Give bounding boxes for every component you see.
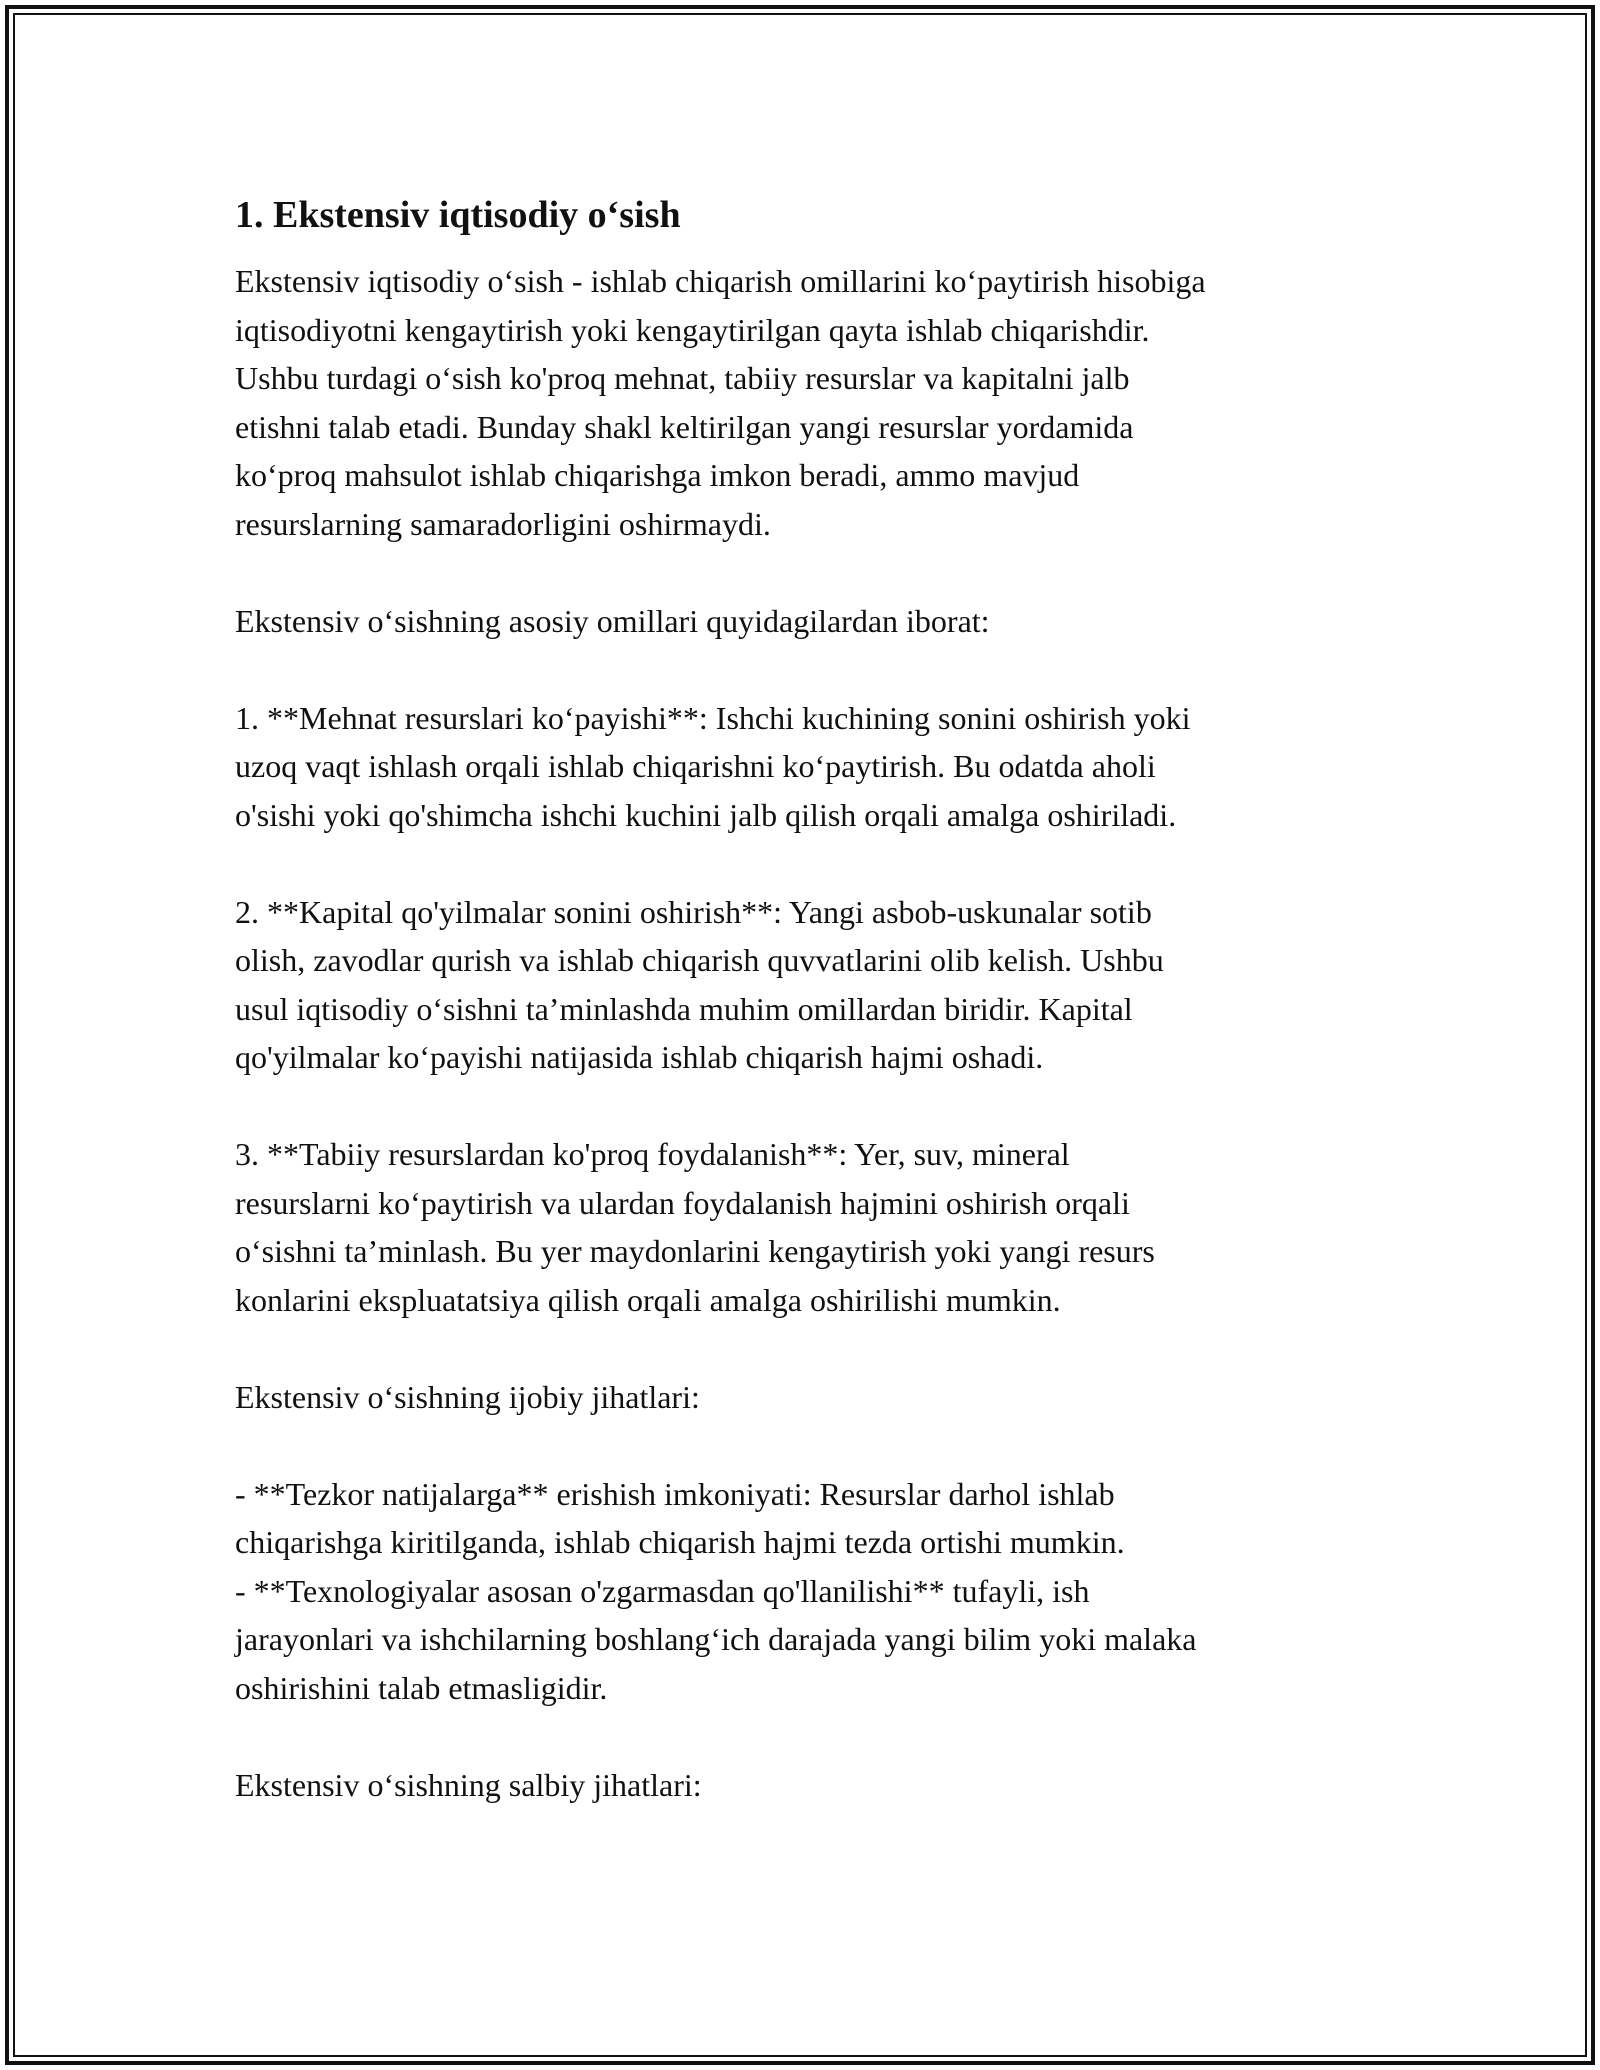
factor-capital-paragraph: 2. **Kapital qo'yilmalar sonini oshirish**: Yangi asbob-uskunalar sotib olish, zavodlar qurish va ishlab chiqarish quvvatlarini olib kelish. Ushbu usul iqtisodiy o‘sishni ta’minlashda muhim omillardan biridir. Kapital qo'yilmalar ko‘payishi natijasida ishlab chiqarish hajmi oshadi. [235,893,1164,1075]
factor-natural-resources-paragraph: 3. **Tabiiy resurslardan ko'proq foydalanish**: Yer, suv, mineral resurslarni ko‘paytirish va ulardan foydalanish hajmini oshirish orqali o‘sishni ta’minlash. Bu yer maydonlarini kengaytirish yoki yangi resurs konlarini ekspluatatsiya qilish orqali amalga oshirilishi mumkin. [235,1136,1155,1318]
paragraph-spacer [235,1421,1365,1470]
paragraph-spacer [235,1712,1365,1761]
paragraph-spacer [235,1324,1365,1373]
paragraph-spacer [235,1082,1365,1131]
paragraph-spacer [235,548,1365,597]
factor-labor-paragraph: 1. **Mehnat resurslari ko‘payishi**: Ishchi kuchining sonini oshirish yoki uzoq vaqt ishlash orqali ishlab chiqarishni ko‘paytirish. Bu odatda aholi o'sishi yoki qo'shimcha ishchi kuchini jalb qilish orqali amalga oshiriladi. [235,699,1191,833]
positive-aspects-list: - **Tezkor natijalarga** erishish imkoniyati: Resurslar darhol ishlab chiqarishga kiritilganda, ishlab chiqarish hajmi tezda ortishi mumkin. - **Texnologiyalar asosan o'zgarmasdan qo'llanilishi** tufayli, ish jarayonlari va ishchilarning boshlang‘ich darajada yangi bilim yoki malaka oshirishini talab etmasligidir. [235,1475,1197,1706]
section-heading: 1. Ekstensiv iqtisodiy o‘sish [235,194,681,236]
intro-paragraph: Ekstensiv iqtisodiy o‘sish - ishlab chiqarish omillarini ko‘paytirish hisobiga iqtisodiyotni kengaytirish yoki kengaytirilgan qayta ishlab chiqarishdir. Ushbu turdagi o‘sish ko'proq mehnat, tabiiy resurslar va kapitalni jalb etishni talab etadi. Bunday shakl keltirilgan yangi resurslar yordamida ko‘proq mahsulot ishlab chiqarishga imkon beradi, ammo mavjud resurslarning samaradorligini oshirmaydi. [235,263,1206,542]
negative-aspects-heading: Ekstensiv o‘sishning salbiy jihatlari: [235,1766,702,1803]
paragraph-spacer [235,645,1365,694]
paragraph-spacer [235,839,1365,888]
document-body [235,188,1365,1809]
factors-intro-paragraph: Ekstensiv o‘sishning asosiy omillari quyidagilardan iborat: [235,602,990,639]
positive-aspects-heading: Ekstensiv o‘sishning ijobiy jihatlari: [235,1378,700,1415]
